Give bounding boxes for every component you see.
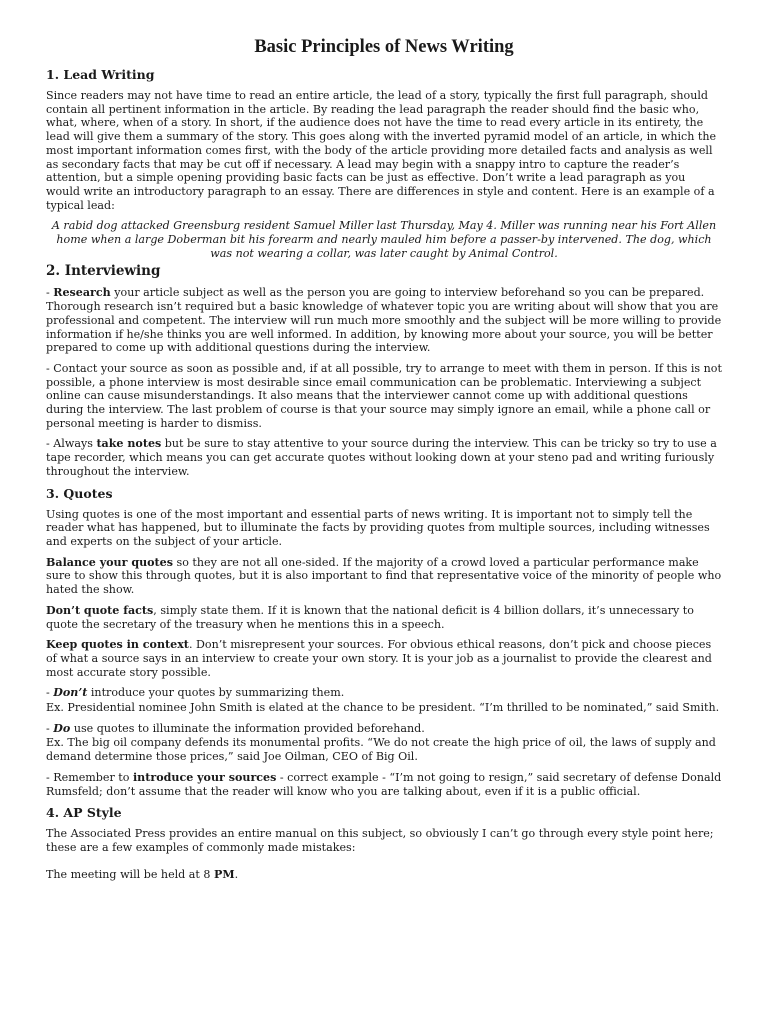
context-emphasis: Keep quotes in context — [46, 638, 189, 652]
paragraph-text: but be sure to stay attentive to your source during the interview. This can be tricky so try to use a tape recorder, which means you can get accurate quotes without looking down at your steno pad and writing furiously throughout the interview. — [46, 437, 717, 478]
interview-notes-paragraph — [46, 437, 722, 478]
bullet-prefix: - Remember to — [46, 770, 133, 784]
bullet-prefix: - — [46, 286, 54, 300]
introduce-sources-paragraph — [46, 771, 722, 798]
pm-emphasis: PM — [214, 867, 235, 881]
paragraph-text: - correct example - “I’m not going to resign,” said secretary of defense Donald Rumsfeld; don’t assume that the reader will know who you are talking about, even if it is a public official. — [46, 770, 722, 798]
bullet-prefix: - — [46, 686, 54, 700]
dont-quote-facts-emphasis: Don’t quote facts — [46, 603, 154, 617]
paragraph-text: The meeting will be held at 8 — [46, 867, 214, 881]
section-heading-ap-style: 4. AP Style — [46, 805, 122, 821]
section-heading-quotes: 3. Quotes — [46, 485, 113, 501]
lead-example-quote: A rabid dog attacked Greensburg resident Samuel Miller last Thursday, May 4. Miller was running near his Fort Allen home when a large Doberman bit his forearm and nearly mauled him before a passer-by intervened. The dog, which was not wearing a collar, was later caught by Animal Control. — [51, 219, 717, 260]
paragraph-text: so they are not all one-sided. If the majority of a crowd loved a particular performance make sure to show this through quotes, but it is also important to find that representative voice of the minority of people who hated the show. — [46, 555, 722, 597]
paragraph-text: . — [234, 867, 239, 881]
balance-quotes-emphasis: Balance your quotes — [46, 555, 173, 569]
introduce-sources-emphasis: introduce your sources — [132, 770, 277, 784]
do-emphasis: Do — [53, 721, 71, 735]
context-paragraph — [46, 638, 722, 679]
interview-contact-paragraph: - Contact your source as soon as possible and, if at all possible, try to arrange to meet with them in person. If this is not possible, a phone interview is most desirable since email communication can be problematic. Interviewing a subject online can cause misunderstandings. It also means that the interviewer cannot come up with additional questions during the interview. The last problem of course is that your source may simply ignore an email, while a phone call or personal meeting is harder to dismiss. — [46, 361, 722, 430]
do-illuminate-example: Ex. The big oil company defends its monumental profits. “We do not create the high price of oil, the laws of supply and demand determine those prices,” said Joe Oilman, CEO of Big Oil. — [46, 736, 716, 764]
ap-example-line — [46, 868, 722, 882]
balance-quotes-paragraph — [46, 556, 722, 597]
paragraph-text: introduce your quotes by summarizing them. — [87, 686, 345, 700]
paragraph-text: your article subject as well as the person you are going to interview beforehand so you can be prepared. Thorough research isn’t required but a basic knowledge of whatever topic you are writing about will show that you are professional and competent. The interview will run much more smoothly and the subject will be more willing to provide information if he/she thinks you are well informed. In addition, by knowing more about your source, you will be better prepared to come up with additional questions during the interview. — [46, 286, 722, 355]
dont-summarize-line — [46, 686, 722, 700]
page-title: Basic Principles of News Writing — [254, 37, 514, 57]
research-emphasis: Research — [53, 286, 111, 300]
do-illuminate-line — [46, 722, 722, 736]
quotes-intro-paragraph: Using quotes is one of the most important and essential parts of news writing. It is important not to simply tell the reader what has happened, but to illuminate the facts by providing quotes from multiple sources, including witnesses and experts on the subject of your article. — [46, 507, 710, 548]
interview-research-paragraph — [46, 286, 722, 355]
bullet-prefix: - Always — [46, 437, 97, 451]
paragraph-text: , simply state them. If it is known that the national deficit is 4 billion dollars, it’s unnecessary to quote the secretary of the treasury when he mentions this in a speech. — [46, 603, 694, 631]
paragraph-text: use quotes to illuminate the information provided beforehand. — [70, 721, 425, 735]
dont-emphasis: Don’t — [53, 686, 88, 700]
take-notes-emphasis: take notes — [96, 437, 162, 451]
bullet-prefix: - — [46, 721, 54, 735]
paragraph-text: . Don’t misrepresent your sources. For obvious ethical reasons, don’t pick and choose pieces of what a source says in an interview to create your own story. It is your job as a journalist to provide the clearest and most accurate story possible. — [46, 638, 712, 679]
section-heading-lead-writing: 1. Lead Writing — [46, 67, 155, 82]
ap-intro-paragraph: The Associated Press provides an entire manual on this subject, so obviously I can’t go through every style point here; these are a few examples of commonly made mistakes: — [46, 827, 714, 854]
dont-quote-facts-paragraph — [46, 604, 722, 631]
lead-paragraph: Since readers may not have time to read an entire article, the lead of a story, typically the first full paragraph, should contain all pertinent information in the article. By reading the lead paragraph the reader should find the basic who, what, where, when of a story. In short, if the audience does not have the time to read every article in its entirety, the lead will give them a summary of the story. This goes along with the inverted pyramid model of an article, in which the most important information comes first, with the body of the article providing more detailed facts and analysis as well as secondary facts that may be cut off if necessary. A lead may begin with a snappy intro to capture the reader’s attention, but a simple opening providing basic facts can be just as effective. Don’t write a lead paragraph as you would write an introductory paragraph to an essay. There are differences in style and content. Here is an example of a typical lead: — [46, 89, 717, 212]
dont-summarize-example: Ex. Presidential nominee John Smith is elated at the chance to be president. “I’m thrilled to be nominated,” said Smith. — [46, 701, 720, 715]
section-heading-interviewing: 2. Interviewing — [46, 263, 161, 280]
